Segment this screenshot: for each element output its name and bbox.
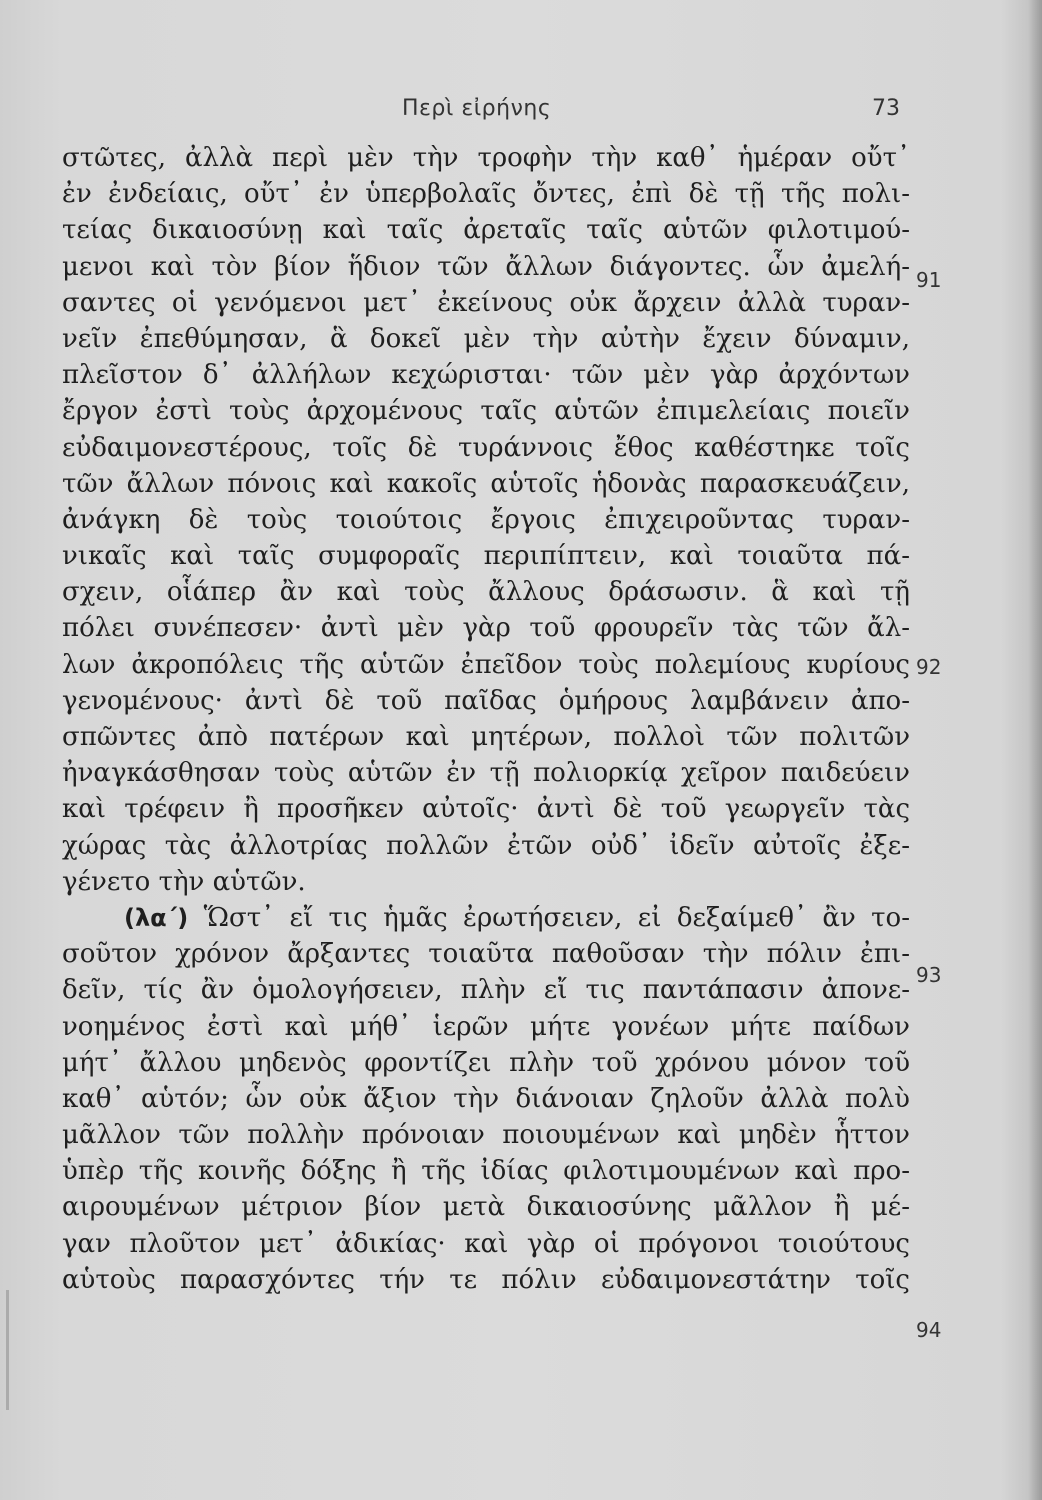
text-line: καθ᾽ αὑτόν; ὧν οὐκ ἄξιον τὴν διάνοιαν ζηλοῦν ἀλλὰ πολὺ: [62, 1083, 910, 1114]
text-line: ἐν ἐνδείαις, οὔτ᾽ ἐν ὑπερβολαῖς ὄντες, ἐπὶ δὲ τῇ τῆς πολι-: [62, 179, 910, 210]
text-line: γένετο τὴν αὑτῶν.: [62, 866, 306, 897]
text-line: σχειν, οἷάπερ ἂν καὶ τοὺς ἄλλους δράσωσιν. ἃ καὶ τῇ: [62, 577, 910, 608]
text-line: ἀνάγκη δὲ τοὺς τοιούτοις ἔργοις ἐπιχειροῦντας τυραν-: [62, 504, 910, 535]
text-line: τείας δικαιοσύνῃ καὶ ταῖς ἀρεταῖς ταῖς αὑτῶν φιλοτιμού-: [62, 215, 910, 246]
page-number: 73: [872, 96, 900, 121]
text-line: λων ἀκροπόλεις τῆς αὑτῶν ἐπεῖδον τοὺς πολεμίους κυρίους: [62, 649, 910, 680]
text-line: σπῶντες ἀπὸ πατέρων καὶ μητέρων, πολλοὶ τῶν πολιτῶν: [62, 722, 910, 752]
text-line: Ὥστ᾽ εἴ τις ἡμᾶς ἐρωτήσειεν, εἰ δεξαίμεθ᾽ ἂν το-: [203, 902, 910, 933]
text-line: δεῖν, τίς ἂν ὁμολογήσειεν, πλὴν εἴ τις παντάπασιν ἀπονε-: [62, 975, 910, 1006]
body-text: [62, 140, 910, 1298]
page-edge-shadow: [1028, 0, 1042, 1500]
margin-section-number: 94: [916, 1318, 942, 1342]
text-line: χώρας τὰς ἀλλοτρίας πολλῶν ἐτῶν οὐδ᾽ ἰδεῖν αὐτοῖς ἐξε-: [62, 830, 910, 861]
text-line: μήτ᾽ ἄλλου μηδενὸς φροντίζει πλὴν τοῦ χρόνου μόνον τοῦ: [62, 1047, 910, 1078]
text-line: τῶν ἄλλων πόνοις καὶ κακοῖς αὑτοῖς ἡδονὰς παρασκευάζειν,: [62, 468, 910, 499]
text-line: καὶ τρέφειν ἢ προσῆκεν αὐτοῖς· ἀντὶ δὲ τοῦ γεωργεῖν τὰς: [62, 794, 910, 825]
text-line: σοῦτον χρόνον ἄρξαντες τοιαῦτα παθοῦσαν τὴν πόλιν ἐπι-: [62, 939, 910, 970]
text-line: πόλει συνέπεσεν· ἀντὶ μὲν γὰρ τοῦ φρουρεῖν τὰς τῶν ἄλ-: [62, 613, 910, 644]
text-line: μενοι καὶ τὸν βίον ἥδιον τῶν ἄλλων διάγοντες. ὧν ἀμελή-: [62, 251, 910, 282]
text-line: γενομένους· ἀντὶ δὲ τοῦ παῖδας ὁμήρους λαμβάνειν ἀπο-: [62, 685, 910, 716]
text-line: νεῖν ἐπεθύμησαν, ἃ δοκεῖ μὲν τὴν αὐτὴν ἔχειν δύναμιν,: [62, 323, 910, 354]
margin-section-number: 91: [916, 268, 942, 292]
text-line: εὐδαιμονεστέρους, τοῖς δὲ τυράννοις ἔθος καθέστηκε τοῖς: [62, 432, 910, 463]
text-line: μᾶλλον τῶν πολλὴν πρόνοιαν ποιουμένων καὶ μηδὲν ἧττον: [62, 1120, 910, 1151]
text-line: ἔργον ἐστὶ τοὺς ἀρχομένους ταῖς αὑτῶν ἐπιμελείαις ποιεῖν: [62, 396, 910, 427]
margin-section-number: 92: [916, 655, 942, 679]
chapter-label: (λα΄): [124, 903, 189, 932]
chapter-start-line: [62, 900, 910, 936]
text-line: πλεῖστον δ᾽ ἀλλήλων κεχώρισται· τῶν μὲν γὰρ ἀρχόντων: [62, 360, 910, 391]
margin-section-number: 93: [916, 963, 942, 987]
scan-mark: [6, 1290, 9, 1410]
text-line: σαντες οἱ γενόμενοι μετ᾽ ἐκείνους οὐκ ἄρχειν ἀλλὰ τυραν-: [62, 287, 910, 318]
text-line: στῶτες, ἀλλὰ περὶ μὲν τὴν τροφὴν τὴν καθ᾽ ἡμέραν οὔτ᾽: [62, 143, 910, 173]
text-line: αὑτοὺς παρασχόντες τήν τε πόλιν εὐδαιμονεστάτην τοῖς: [62, 1264, 910, 1295]
text-line: ἠναγκάσθησαν τοὺς αὑτῶν ἐν τῇ πολιορκίᾳ χεῖρον παιδεύειν: [62, 758, 910, 789]
text-line: νικαῖς καὶ ταῖς συμφοραῖς περιπίπτειν, καὶ τοιαῦτα πά-: [62, 541, 910, 572]
text-line: αιρουμένων μέτριον βίον μετὰ δικαιοσύνης μᾶλλον ἢ μέ-: [62, 1192, 910, 1223]
text-line: ὑπὲρ τῆς κοινῆς δόξης ἢ τῆς ἰδίας φιλοτιμουμένων καὶ προ-: [62, 1156, 910, 1187]
text-line: γαν πλοῦτον μετ᾽ ἀδικίας· καὶ γὰρ οἱ πρόγονοι τοιούτους: [62, 1228, 910, 1259]
running-header-title: Περὶ εἰρήνης: [402, 96, 552, 121]
text-line: νοημένος ἐστὶ καὶ μήθ᾽ ἱερῶν μήτε γονέων μήτε παίδων: [62, 1011, 910, 1042]
